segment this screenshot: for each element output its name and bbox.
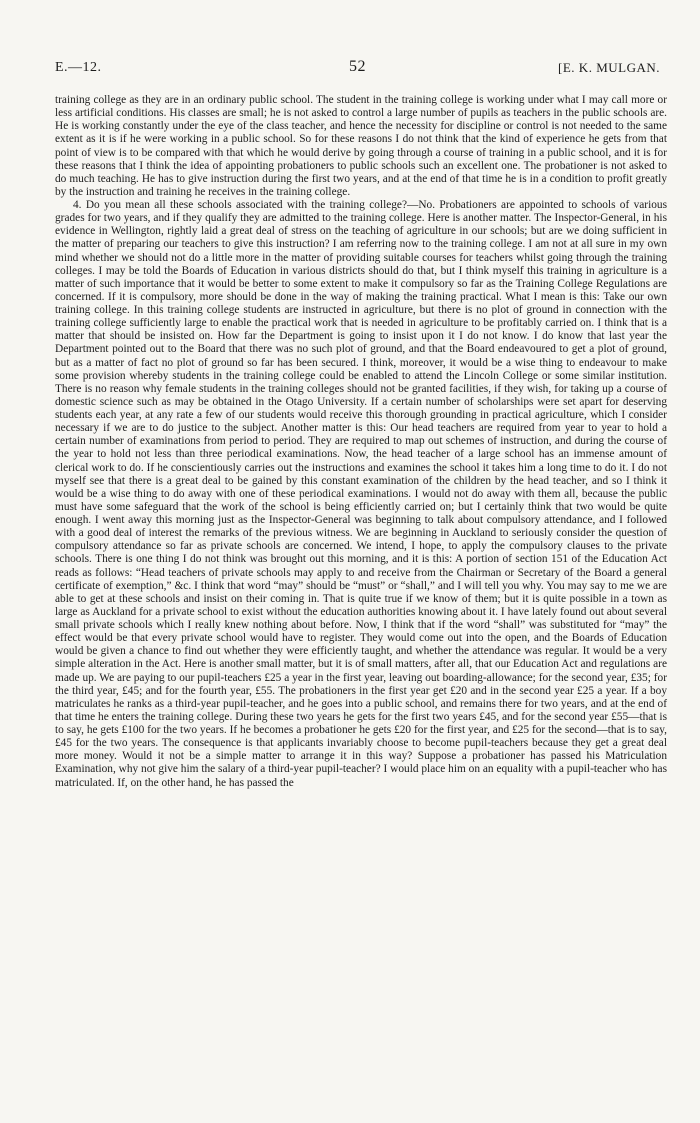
page-header: [55, 60, 660, 80]
document-reference: E.—12.: [55, 60, 102, 75]
paragraph-question-4: 4. Do you mean all these schools associated with the training college?—No. Probationers are appointed to schools of various grades for two years, and if they qualify they are admitted to the training college. Here is another matter. The Inspector-General, in his evidence in Wellington, rightly laid a great deal of stress on the teaching of agriculture in our schools; but are we doing sufficient in the matter of preparing our teachers to give this instruction? I am referring now to the training college. I am not at all sure in my own mind whether we should not do a little more in the matter of providing suitable courses for teachers whilst going through the training colleges. I may be told the Boards of Education in various districts should do that, but I think myself this training in agriculture is a matter of such importance that it would be better to some extent to make it compulsory so far as the Training College Regulations are concerned. If it is compulsory, more should be done in the way of making the training practical. What I mean is this: Take our own training college. In this training college students are instructed in agriculture, but there is no plot of ground in connection with the training college sufficiently large to enable the practical work that is needed in agriculture to be profitably carried on. I think that is a matter that should be insisted on. How far the Department is going to insist upon it I do not know. I do know that last year the Department pointed out to the Board that there was no such plot of ground, and that the Board endeavoured to get a plot of ground, but as a matter of fact no plot of ground so far has been secured. I think, moreover, it would be a wise thing to endeavour to make some provision whereby students in the training college could be enabled to attend the Lincoln College or some similar institution. There is no reason why female students in the training colleges should not be granted facilities, if they wish, for taking up a course of domestic science such as may be obtained in the Otago University. If a certain number of scholarships were set apart for deserving students each year, at any rate a few of our students would receive this thorough grounding in practical agriculture, which I consider necessary if we are to do justice to the subject. Another matter is this: Our head teachers are required from year to year to hold a certain number of examinations from period to period. They are required to map out schemes of instruction, and during the course of the year to hold not less than three periodical examinations. Now, the head teacher of a large school has an immense amount of clerical work to do. If he conscientiously carries out the instructions and examines the school it takes him a long time to do it. I do not myself see that there is a great deal to be gained by this constant examination of the children by the head teacher, and so I think it would be a wise thing to do away with one of these periodical examinations. I would not do away with them all, because the public must have some safeguard that the work of the school is being efficiently carried on; but I certainly think that two would be quite enough. I went away this morning just as the Inspector-General was beginning to talk about compulsory attendance, and I followed with a good deal of interest the remarks of the previous witness. We are beginning in Auckland to seriously consider the question of compulsory attendance so far as private schools are concerned. We intend, I hope, to apply the compulsory clauses to the private schools. There is one thing I do not think was brought out this morning, and it is this: A portion of section 151 of the Education Act reads as follows: “Head teachers of private schools may apply to and receive from the Chairman or Secretary of the Board a general certificate of exemption,” &c. I think that word “may” should be “must” or “shall,” and I will tell you why. You may say to me we are able to get at these schools and insist on their coming in. That is quite true if we know of them; but it is quite possible in a town as large as Auckland for a private school to exist without the education authorities knowing about it. I have lately found out about several small private schools which I really knew nothing about before. Now, I think that if the word “shall” was substituted for “may” the effect would be that every private school would have to register. They would come out into the open, and the Boards of Education would be given a chance to find out whether they were efficiently taught, and whether the attendance was regular. It would be a very simple alteration in the Act. Here is another small matter, but it is of small matters, after all, that our Education Act and regulations are made up. We are paying to our pupil-teachers £25 a year in the first year, leaving out boarding-allowance; for the second year, £35; for the third year, £45; and for the fourth year, £55. The probationers in the first year get £20 and in the second year £25 a year. If a boy matriculates he ranks as a third-year pupil-teacher, and he goes into a public school, and remains there for two years, and at the end of that time he enters the training college. During these two years he gets for the first two years £45, and for the second year £55—that is to say, he gets £100 for the two years. If he becomes a probationer he gets £20 for the first year, and £25 for the second—that is to say, £45 for the two years. The consequence is that applicants invariably choose to become pupil-teachers because they get a great deal more money. Would it not be a simple matter to arrange it in this way? Suppose a probationer has passed his Matriculation Examination, why not give him the salary of a third-year pupil-teacher? I would place him on an equality with a pupil-teacher who has matriculated. If, on the other hand, he has passed the: [55, 199, 667, 789]
page-number: 52: [349, 58, 366, 75]
body-text: [55, 94, 667, 790]
witness-name: [E. K. MULGAN.: [558, 60, 660, 75]
paragraph-continued: training college as they are in an ordinary public school. The student in the training college is working under what I may call more or less artificial conditions. His classes are small; he is not asked to control a large number of pupils as teachers in the public schools are. He is working constantly under the eye of the class teacher, and hence the necessity for discipline or control is not needed to the same extent as it is if he were working in a public school. So for these reasons I do not think that the kind of experience he gets from that point of view is to be compared with that which he would derive by going through a course of training in a public school, and it is for these reasons that I think the idea of appointing probationers to public schools such an excellent one. The probationer is not asked to do much teaching. He has to give instruction during the first two years, and at the end of that time he is in a condition to profit greatly by the instruction and training he receives in the training college.: [55, 94, 667, 198]
